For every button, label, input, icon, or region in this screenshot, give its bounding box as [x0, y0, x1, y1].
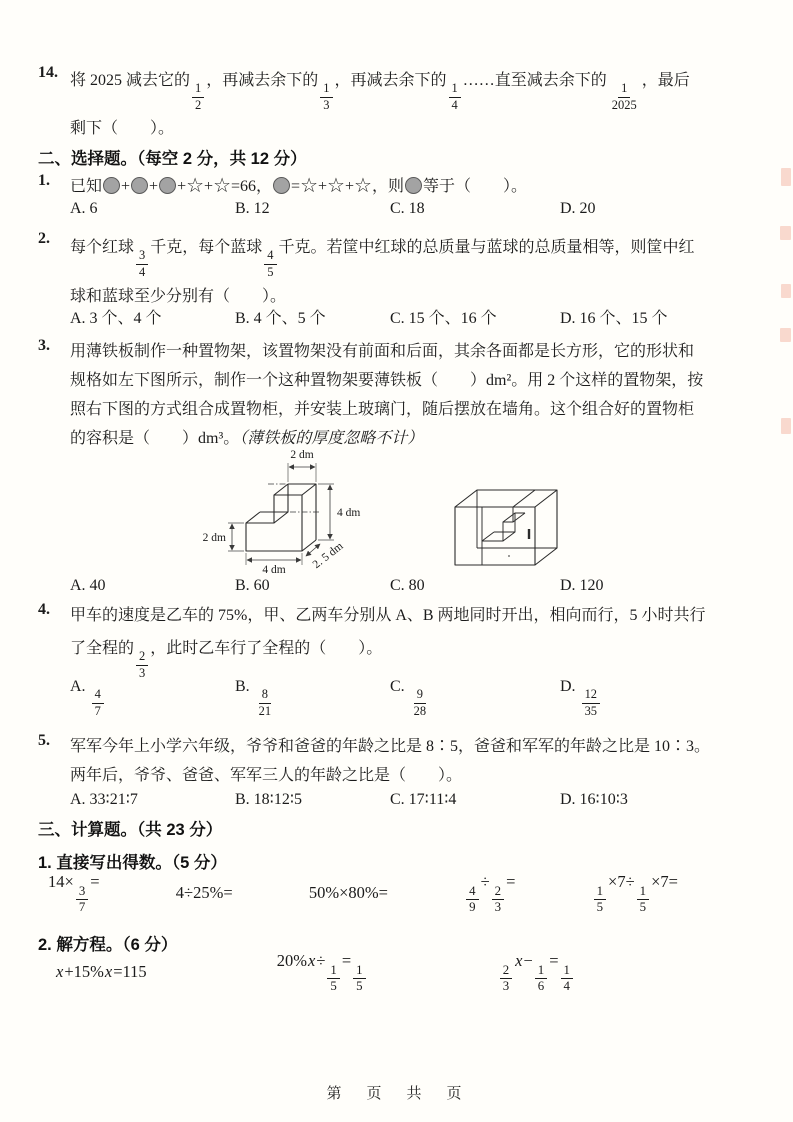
question-text [70, 230, 759, 315]
question-number: 3. [38, 337, 50, 354]
question-text [70, 601, 759, 680]
question-number: 5. [38, 732, 50, 749]
shelf-diagram [192, 447, 378, 583]
option-c: C. 18 [390, 200, 425, 217]
option-b: B. 4 个、5 个 [235, 310, 326, 327]
option-b: B. 60 [235, 577, 270, 594]
expression: 50%×80%= [308, 883, 388, 903]
equation: 20%x÷ $\frac{1}{5}$ = $\frac{1}{5}$ [277, 951, 368, 994]
option-d: D. 16∶10∶3 [560, 791, 628, 808]
dim-label-top: 2 dm [290, 449, 314, 461]
option-d: D. 120 [560, 577, 604, 594]
options-row-q2 [70, 305, 763, 328]
options-row-q3 [70, 577, 763, 595]
question-text [70, 337, 759, 453]
expression: 4÷25%= [175, 883, 233, 903]
equation: x+15%x=115 [56, 962, 147, 982]
options-row-q4 [70, 678, 763, 718]
question-14 [38, 64, 759, 146]
scan-artifact [780, 226, 791, 240]
subsection-solve-equations: 2. 解方程。（6 分） [38, 936, 178, 954]
scan-artifact [781, 168, 791, 186]
question-line: 照右下图的方式组合成置物柜，并安装上玻璃门，随后摆放在墙角。这个组合好的置物柜 [70, 401, 695, 418]
question-line [70, 424, 759, 453]
question-text [70, 64, 759, 146]
question-4 [38, 601, 759, 680]
question-number: 2. [38, 230, 50, 247]
question-line: 两年后，爷爷、爸爸、军军三人的年龄之比是（ ）。 [70, 767, 463, 784]
dim-label-bottom: 4 dm [262, 564, 286, 576]
section-heading-choice: 二、选择题。（每空 2 分，共 12 分） [38, 150, 307, 168]
option-d: D. 20 [560, 200, 596, 217]
expression: $\frac{4}{9}$ ÷ $\frac{2}{3}$ = [464, 872, 515, 915]
subsection-direct-calc: 1. 直接写出得数。（5 分） [38, 854, 227, 872]
expression: $\frac{1}{5}$ ×7÷ $\frac{1}{5}$ ×7= [592, 872, 678, 915]
dim-label-left: 2 dm [202, 532, 226, 544]
option-c: C. 15 个、16 个 [390, 310, 497, 327]
speck [508, 555, 510, 557]
section-heading-calc: 三、计算题。（共 23 分） [38, 821, 223, 839]
question-note: （薄铁板的厚度忽略不计） [239, 430, 424, 447]
cabinet-diagram [445, 475, 605, 577]
question-line: 已知 + + +☆+☆=66， =☆+☆+☆，则 等于（ ）。 [70, 175, 527, 197]
options-row-q1 [70, 200, 763, 218]
question-line: 剩下（ ）。 [70, 119, 175, 137]
option-c: C. $\frac{9}{28}$ [390, 678, 427, 718]
option-b: B. 18∶12∶5 [235, 791, 302, 808]
question-line: 军军今年上小学六年级，爷爷和爸爸的年龄之比是 8∶5，爸爸和军军的年龄之比是 10∶3。 [70, 738, 711, 755]
question-line: 用薄铁板制作一种置物架，该置物架没有前面和后面，其余各面都是长方形，它的形状和 [70, 343, 695, 360]
scan-artifact [781, 284, 791, 298]
question-line: 球和蓝球至少分别有（ ）。 [70, 287, 287, 305]
option-b: B. 12 [235, 200, 270, 217]
cabinet-outline [455, 490, 557, 565]
question-text [70, 732, 759, 790]
option-d: D. 16 个、15 个 [560, 310, 668, 327]
question-number: 4. [38, 601, 50, 618]
question-2 [38, 230, 759, 315]
question-line: 每个红球 $\frac{3}{4}$ 千克，每个蓝球 $\frac{4}{5}$ 千克。若筐中红球的总质量与蓝球的总质量相等，则筐中红 [70, 239, 695, 279]
dim-label-depth: 2. 5 dm [310, 540, 346, 572]
option-a: A. 3 个、4 个 [70, 310, 162, 327]
question-line: 将 2025 减去它的 $\frac{1}{2}$ ，再减去余下的 $\frac{1}{3}$ ，再减去余下的 $\frac{1}{4}$ ……直至减去余下的 $\frac{1}{2025}$ ，最后 [70, 72, 690, 112]
question-text [70, 172, 759, 201]
question-line-text: 的容积是（ ）dm³。 [70, 430, 240, 447]
option-d: D. $\frac{12}{35}$ [560, 678, 763, 718]
question-line: 甲车的速度是乙车的 75%，甲、乙两车分别从 A、B 两地同时开出，相向而行，5 小时共行 [70, 607, 706, 624]
question-1 [38, 172, 759, 201]
option-b: B. $\frac{8}{21}$ [235, 678, 272, 718]
option-c: C. 17∶11∶4 [390, 791, 457, 808]
cabinet-interior-steps [477, 490, 557, 565]
cabinet-diagram-svg [445, 475, 605, 577]
shelf-diagram-svg [192, 447, 378, 583]
option-c: C. 80 [390, 577, 425, 594]
scan-artifact [780, 328, 791, 342]
option-a: A. 40 [70, 577, 106, 594]
question-line: 规格如左下图所示，制作一个这种置物架要薄铁板（ ）dm²。用 2 个这样的置物架，按 [70, 372, 704, 389]
option-a: A. 33∶21∶7 [70, 791, 138, 808]
question-number: 14. [38, 64, 58, 81]
option-a: A. $\frac{4}{7}$ [70, 678, 235, 718]
equation: $\frac{2}{3}$ x− $\frac{1}{6}$ = $\frac{1}{4}$ [498, 951, 575, 994]
question-3 [38, 337, 759, 453]
step-solid-outline [246, 484, 316, 551]
equations-row [55, 951, 575, 994]
question-number: 1. [38, 172, 50, 189]
option-a: A. 6 [70, 200, 98, 217]
scan-artifact [781, 418, 791, 434]
expression: 14× $\frac{3}{7}$ = [48, 872, 100, 915]
options-row-q5 [70, 789, 763, 809]
question-line: 了全程的 $\frac{2}{3}$ ，此时乙车行了全程的（ ）。 [70, 640, 383, 680]
question-5 [38, 732, 759, 790]
calc-expressions-row [48, 872, 678, 915]
hidden-axis-line [268, 484, 320, 512]
page-footer: 第 页 共 页 [326, 1085, 467, 1102]
dim-label-right: 4 dm [337, 507, 361, 519]
